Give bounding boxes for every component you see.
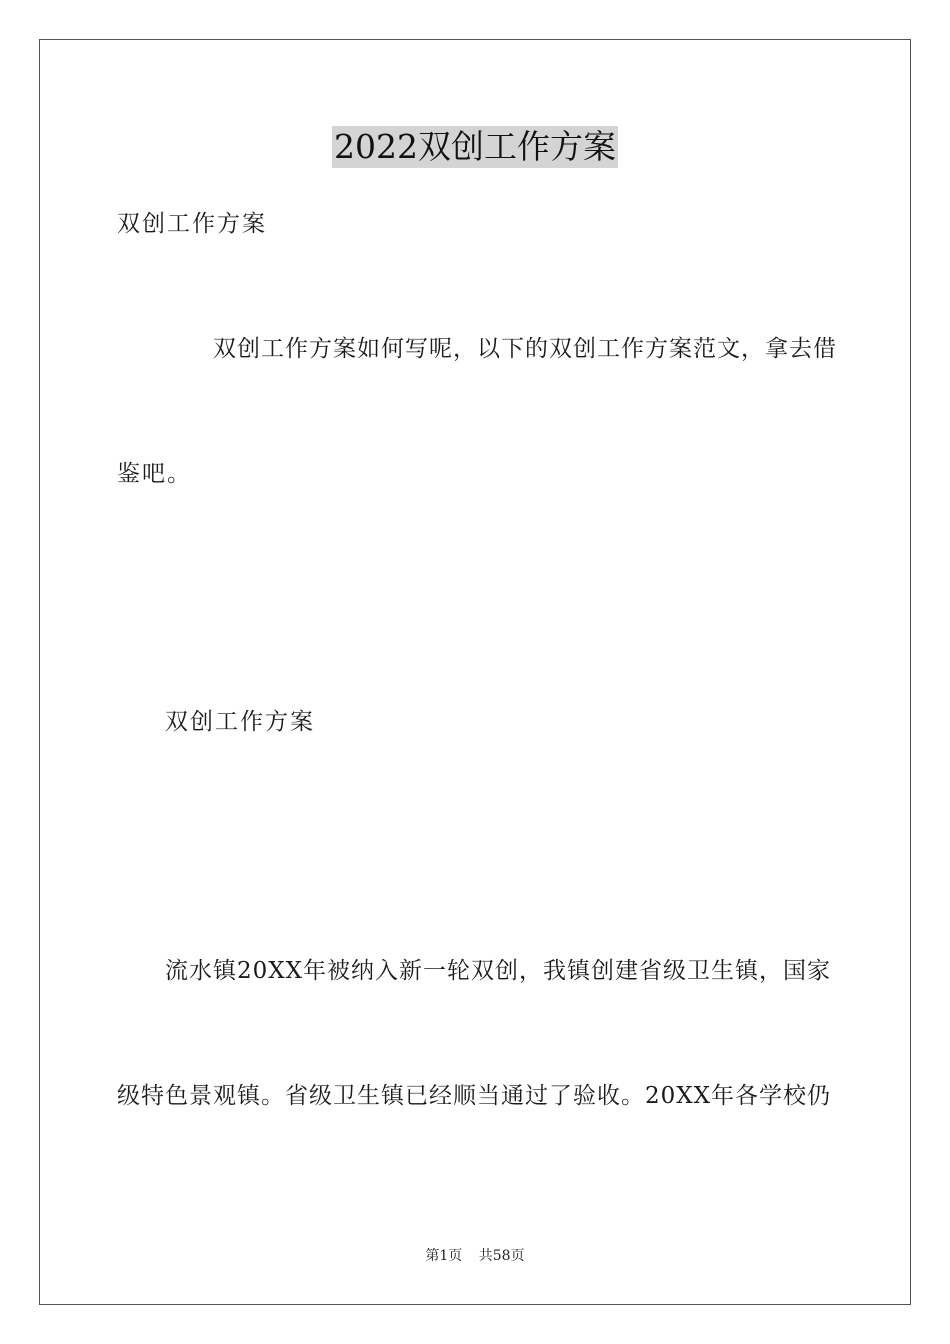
paragraph-line-3: 流水镇20XX年被纳入新一轮双创，我镇创建省级卫生镇，国家 <box>165 958 832 984</box>
page-total: 共58页 <box>478 1248 525 1264</box>
section-heading: 双创工作方案 <box>165 709 315 735</box>
paragraph-line-4: 级特色景观镇。省级卫生镇已经顺当通过了验收。20XX年各学校仍 <box>117 1083 832 1109</box>
paragraph-line-1: 双创工作方案如何写呢，以下的双创工作方案范文，拿去借 <box>213 336 837 362</box>
paragraph-line-2: 鉴吧。 <box>117 461 192 487</box>
subtitle-line: 双创工作方案 <box>117 211 267 237</box>
document-title: 2022双创工作方案 <box>334 127 616 166</box>
title-container <box>0 126 950 168</box>
page-number: 第1页 <box>425 1248 463 1264</box>
page-footer <box>0 1246 950 1266</box>
